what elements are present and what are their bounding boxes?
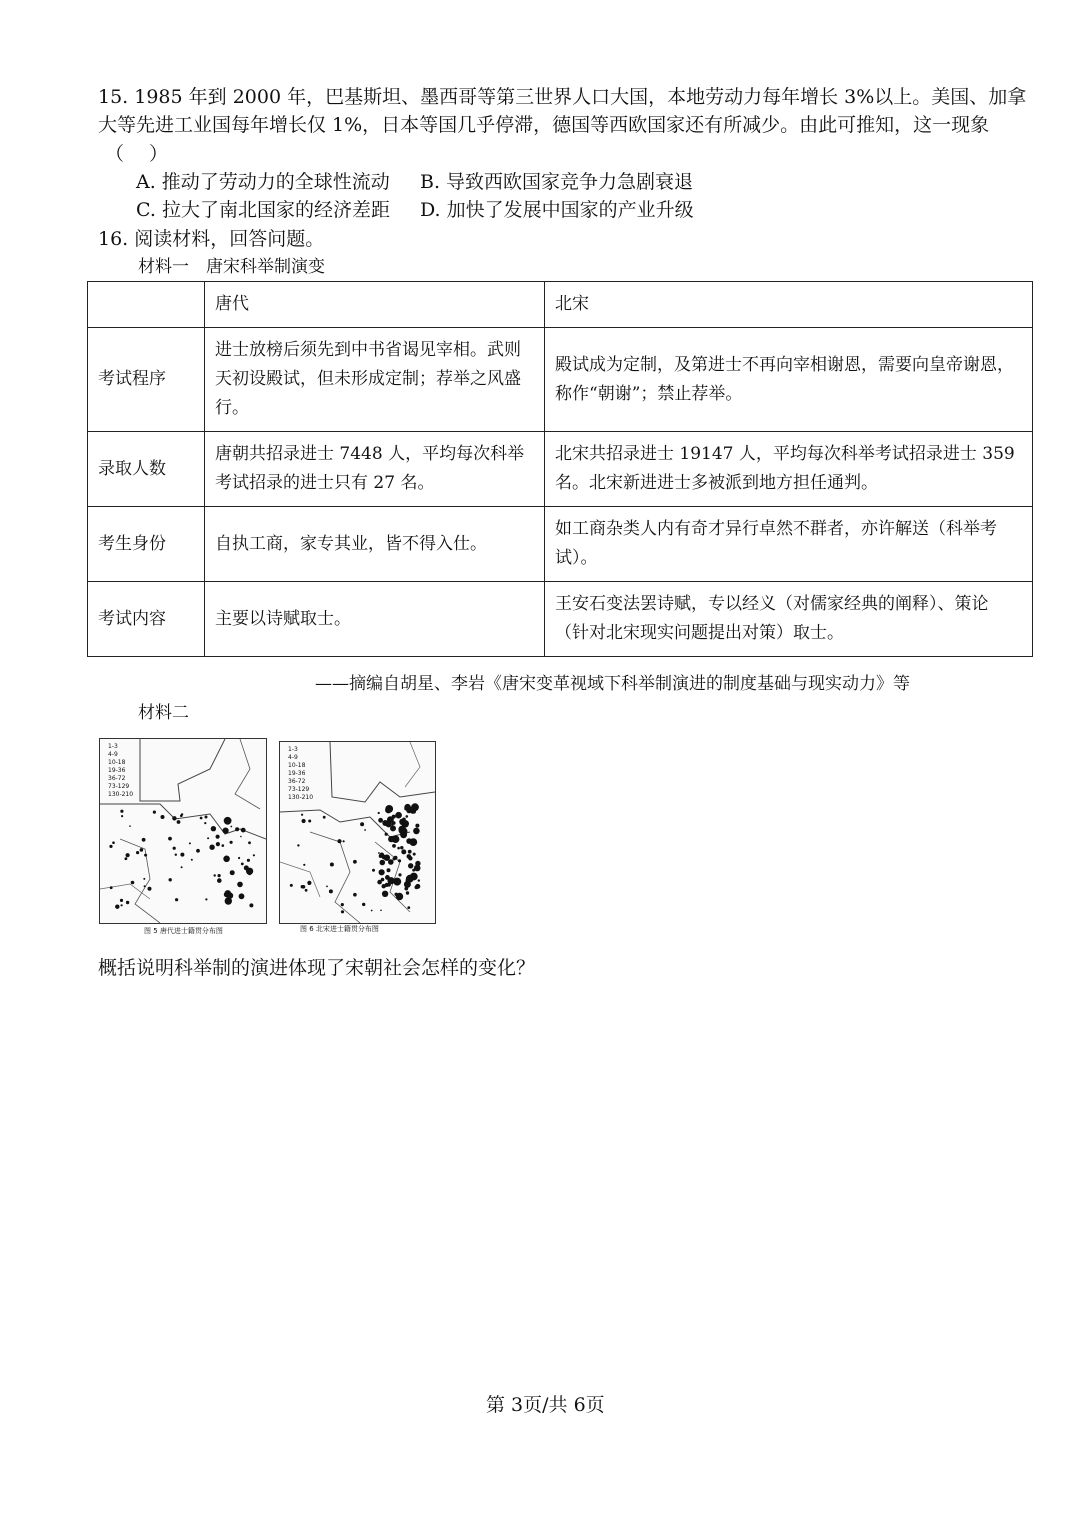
table-row bbox=[88, 582, 1033, 657]
legend-entry: 1-3 bbox=[108, 743, 118, 750]
map-dot bbox=[161, 815, 165, 819]
map-dot bbox=[168, 837, 172, 841]
q16-title: 16. 阅读材料，回答问题。 bbox=[98, 228, 325, 250]
page-number: 第 3页/共 6页 bbox=[486, 1394, 605, 1416]
song-jinshi-map bbox=[279, 741, 436, 924]
map-dot bbox=[297, 844, 299, 846]
map-dot bbox=[341, 910, 344, 913]
map-dot bbox=[382, 820, 388, 826]
row-label: 考生身份 bbox=[88, 507, 205, 582]
legend-entry: 36-72 bbox=[108, 775, 126, 782]
map-dot bbox=[385, 805, 393, 813]
map-dot bbox=[408, 863, 413, 868]
map-dot bbox=[169, 878, 172, 881]
map-dot bbox=[222, 844, 225, 847]
map-dot bbox=[406, 838, 412, 844]
map-dot bbox=[142, 838, 146, 842]
map-dot bbox=[240, 836, 242, 838]
legend-entry: 130-210 bbox=[288, 794, 314, 801]
legend-entry: 1-3 bbox=[288, 746, 298, 753]
legend-entry: 19-36 bbox=[288, 770, 306, 777]
map-dot bbox=[204, 822, 206, 824]
map-dot bbox=[110, 886, 113, 889]
map-dot bbox=[400, 846, 403, 849]
legend-entry: 73-129 bbox=[288, 786, 310, 793]
map-dot bbox=[326, 886, 328, 888]
map-dot bbox=[308, 820, 311, 823]
map-dot bbox=[384, 855, 390, 861]
map-dot bbox=[397, 847, 400, 850]
map-dot bbox=[180, 814, 183, 817]
map-dot bbox=[415, 885, 419, 889]
map-dot bbox=[302, 819, 306, 823]
map-dot bbox=[364, 829, 366, 831]
map-dot bbox=[238, 857, 240, 859]
map-dot bbox=[177, 820, 181, 824]
map-dot bbox=[153, 811, 156, 814]
tang-cell: 进士放榜后须先到中书省谒见宰相。武则天初设殿试，但未形成定制；荐举之风盛行。 bbox=[205, 328, 545, 432]
map-dot bbox=[241, 863, 244, 866]
material1-title: 材料一 唐宋科举制演变 bbox=[138, 257, 325, 277]
map-dot bbox=[173, 847, 176, 850]
legend-entry: 19-36 bbox=[108, 767, 126, 774]
row-label: 考试内容 bbox=[88, 582, 205, 657]
map-dot bbox=[121, 815, 123, 817]
map-dot bbox=[362, 903, 365, 906]
map-dot bbox=[230, 870, 235, 875]
legend-entry: 4-9 bbox=[108, 751, 118, 758]
header-tang: 唐代 bbox=[205, 282, 545, 328]
map-dot bbox=[180, 853, 184, 857]
q15-option-b: B. 导致西欧国家竞争力急剧衰退 bbox=[420, 171, 694, 193]
map-dot bbox=[244, 865, 249, 870]
table-header-row bbox=[88, 282, 1033, 328]
map-dot bbox=[353, 860, 357, 864]
map-dot bbox=[109, 845, 112, 848]
tang-cell: 自执工商，家专其业，皆不得入仕。 bbox=[205, 507, 545, 582]
map-dot bbox=[217, 878, 222, 883]
map-dot bbox=[341, 903, 344, 906]
map-dot bbox=[399, 826, 406, 833]
q15-line-2: 大等先进工业国每年增长仅 1%，日本等国几乎停滞，德国等西欧国家还有所减少。由此可推知，这一现象 bbox=[98, 114, 990, 136]
map-dot bbox=[189, 842, 191, 844]
map-dot bbox=[120, 899, 123, 902]
tang-map-caption: 图 5 唐代进士籍贯分布图 bbox=[144, 927, 223, 935]
map-dot bbox=[121, 904, 123, 906]
map-dot bbox=[418, 879, 420, 881]
map-dot bbox=[372, 869, 375, 872]
map-dot bbox=[223, 828, 229, 834]
tang-cell: 唐朝共招录进士 7448 人，平均每次科举考试招录的进士只有 27 名。 bbox=[205, 432, 545, 507]
map-dot bbox=[402, 818, 406, 822]
map-dot bbox=[378, 818, 383, 823]
q15-option-c: C. 拉大了南北国家的经济差距 bbox=[136, 199, 390, 221]
map-dot bbox=[112, 841, 115, 844]
map-dot bbox=[401, 849, 406, 854]
map-dot bbox=[125, 857, 128, 860]
song-cell: 北宋共招录进士 19147 人，平均每次科举考试招录进士 359 名。北宋新进进士多被派到地方担任通判。 bbox=[545, 432, 1033, 507]
row-label: 录取人数 bbox=[88, 432, 205, 507]
map-dot bbox=[378, 852, 380, 854]
map-dot bbox=[398, 859, 401, 862]
map-dot bbox=[175, 898, 178, 901]
map-dot bbox=[218, 874, 221, 877]
map-dot bbox=[404, 804, 411, 811]
map-dot bbox=[248, 871, 252, 875]
map-dot bbox=[230, 841, 233, 844]
map-dot bbox=[396, 893, 403, 900]
map-dot bbox=[144, 885, 146, 887]
map-dot bbox=[172, 816, 176, 820]
map-dot bbox=[223, 856, 230, 863]
map-dot bbox=[406, 891, 409, 894]
map-dot bbox=[393, 857, 396, 860]
map-dot bbox=[200, 817, 203, 820]
map-dot bbox=[196, 849, 200, 853]
map-dot bbox=[301, 885, 304, 888]
map-dot bbox=[144, 854, 147, 857]
map-dot bbox=[385, 833, 388, 836]
map-dot bbox=[120, 810, 123, 813]
map-dot bbox=[136, 851, 139, 854]
map-dot bbox=[129, 825, 131, 827]
map-dot bbox=[290, 884, 293, 887]
song-map-caption: 图 6 北宋进士籍贯分布图 bbox=[300, 925, 379, 933]
header-empty-cell bbox=[88, 282, 205, 328]
map-dot bbox=[214, 874, 216, 876]
map-dot bbox=[235, 827, 239, 831]
map-dot bbox=[387, 868, 391, 872]
map-dot bbox=[330, 863, 334, 867]
map-dot bbox=[131, 881, 135, 885]
map-dot bbox=[205, 816, 208, 819]
map-dot bbox=[385, 883, 389, 887]
song-cell: 王安石变法罢诗赋，专以经义（对儒家经典的阐释）、策论（针对北宋现实问题提出对策）取士。 bbox=[545, 582, 1033, 657]
map-dot bbox=[249, 903, 253, 907]
table-row bbox=[88, 507, 1033, 582]
song-map-legend bbox=[288, 746, 313, 802]
map-dot bbox=[353, 893, 357, 897]
map-dot bbox=[380, 910, 382, 912]
map-dot bbox=[398, 873, 401, 876]
map-dot bbox=[305, 889, 308, 892]
map-dot bbox=[378, 812, 380, 814]
legend-entry: 36-72 bbox=[288, 778, 306, 785]
map-dot bbox=[191, 859, 193, 861]
header-song: 北宋 bbox=[545, 282, 1033, 328]
map-dot bbox=[343, 840, 345, 842]
map-dot bbox=[225, 897, 232, 904]
map-dot bbox=[408, 850, 412, 854]
map-dot bbox=[140, 848, 144, 852]
map-dot bbox=[143, 878, 145, 880]
table-row bbox=[88, 328, 1033, 432]
map-dot bbox=[239, 893, 245, 899]
map-dot bbox=[237, 882, 243, 888]
song-cell: 如工商杂类人内有奇才异行卓然不群者，亦许解送（科举考试）。 bbox=[545, 507, 1033, 582]
map-dot bbox=[379, 854, 383, 858]
map-dot bbox=[412, 869, 415, 872]
q15-answer-paren: （ ） bbox=[105, 143, 169, 165]
map-dot bbox=[379, 869, 385, 875]
map-dot bbox=[241, 828, 246, 833]
map-dot bbox=[126, 901, 129, 904]
map-dot bbox=[224, 892, 230, 898]
map-dot bbox=[175, 854, 177, 856]
map-dot bbox=[248, 841, 251, 844]
map-dot bbox=[415, 824, 419, 828]
map-dot bbox=[395, 812, 402, 819]
legend-entry: 10-18 bbox=[108, 759, 126, 766]
song-cell: 殿试成为定制，及第进士不再向宰相谢恩，需要向皇帝谢恩，称作“朝谢”；禁止荐举。 bbox=[545, 328, 1033, 432]
map-dot bbox=[224, 817, 232, 825]
map-dot bbox=[393, 878, 401, 886]
map-dot bbox=[181, 866, 183, 868]
map-dot bbox=[115, 905, 119, 909]
material1-source: ——摘编自胡星、李岩《唐宋变革视域下科举制演进的制度基础与现实动力》等 bbox=[315, 674, 910, 694]
map-dot bbox=[380, 860, 386, 866]
map-dot bbox=[323, 816, 326, 819]
tang-jinshi-map bbox=[99, 738, 267, 924]
legend-entry: 73-129 bbox=[108, 783, 130, 790]
map-dot bbox=[388, 836, 394, 842]
map-dot bbox=[247, 859, 250, 862]
map-dot bbox=[413, 828, 420, 835]
row-label: 考试程序 bbox=[88, 328, 205, 432]
map-dot bbox=[216, 842, 220, 846]
q15-line-1: 15. 1985 年到 2000 年，巴基斯坦、墨西哥等第三世界人口大国，本地劳动力每年增长 3%以上。美国、加拿 bbox=[98, 86, 1027, 108]
tang-map-legend bbox=[108, 743, 133, 799]
map-dot bbox=[209, 845, 214, 850]
map-dot bbox=[382, 891, 388, 897]
map-dot bbox=[392, 844, 396, 848]
map-dot bbox=[337, 839, 341, 843]
map-dot bbox=[148, 887, 152, 891]
q15-option-d: D. 加快了发展中国家的产业升级 bbox=[420, 199, 694, 221]
q15-option-a: A. 推动了劳动力的全球性流动 bbox=[136, 171, 390, 193]
map-dot bbox=[301, 814, 303, 816]
map-dot bbox=[205, 898, 207, 900]
map-dot bbox=[360, 822, 364, 826]
material2-title: 材料二 bbox=[138, 703, 189, 723]
map-dot bbox=[126, 853, 130, 857]
map-dot bbox=[329, 889, 333, 893]
legend-entry: 4-9 bbox=[288, 754, 298, 761]
map-dot bbox=[253, 854, 255, 856]
legend-entry: 10-18 bbox=[288, 762, 306, 769]
map-dot bbox=[371, 910, 373, 912]
map-dot bbox=[207, 837, 209, 839]
map-dot bbox=[406, 815, 409, 818]
map-dot bbox=[216, 835, 220, 839]
map-dot bbox=[406, 875, 414, 883]
legend-entry: 130-210 bbox=[108, 791, 134, 798]
map-dot bbox=[404, 887, 408, 891]
map-dot bbox=[230, 826, 232, 828]
map-dot bbox=[211, 826, 216, 831]
map-dot bbox=[381, 878, 385, 882]
map-dot bbox=[415, 861, 420, 866]
map-dot bbox=[407, 906, 410, 909]
table-row bbox=[88, 432, 1033, 507]
tang-cell: 主要以诗赋取士。 bbox=[205, 582, 545, 657]
map-dot bbox=[303, 864, 305, 866]
map-dot bbox=[308, 883, 310, 885]
keju-comparison-table bbox=[87, 281, 1033, 657]
map-dot bbox=[413, 853, 416, 856]
q16-question: 概括说明科举制的演进体现了宋朝社会怎样的变化？ bbox=[98, 957, 536, 979]
map-dot bbox=[408, 856, 412, 860]
map-dot bbox=[385, 875, 390, 880]
